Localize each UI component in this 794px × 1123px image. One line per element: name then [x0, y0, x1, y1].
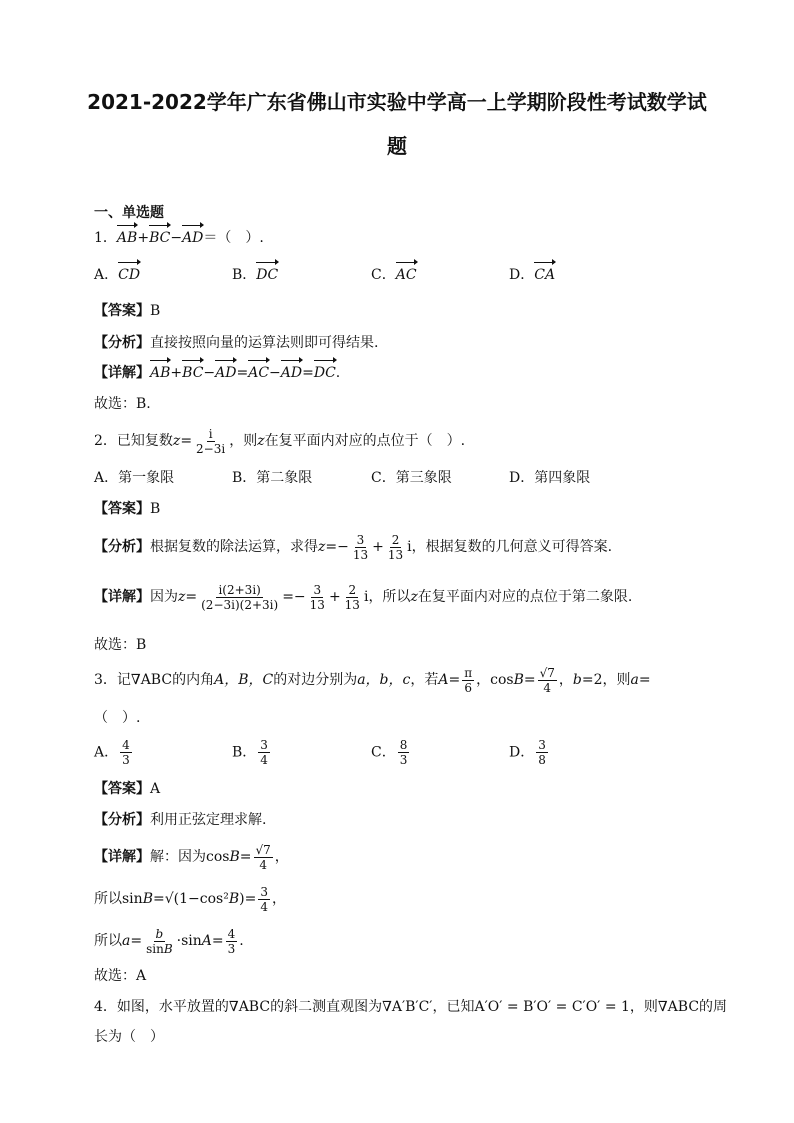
q1-option-c: C．AC	[371, 267, 417, 283]
q3-detail-1: 【详解】解：因为cosB= $\frac{√7}{4}$ ，	[94, 842, 289, 872]
q3-stem: 3．记∇ABC的内角A，B，C的对边分别为a，b，c，若A= $\frac{\pi}{6}$ ，cosB= $\frac{√7}{4}$ ，b=2，则a=	[94, 665, 651, 695]
q3-option-c: C． $\frac{8}{3}$	[371, 738, 408, 767]
q1-option-a: A．CD	[94, 267, 141, 283]
q3-option-b: B． $\frac{3}{4}$	[232, 738, 268, 767]
q4-stem-line-2: 长为（ ）	[94, 1029, 164, 1045]
q1-stem: 1．AB+BC−AD＝（ ）.	[94, 230, 264, 246]
q2-answer: 【答案】B	[94, 501, 161, 517]
q3-detail-2: 所以sinB=√(1−cos²B)= $\frac{3}{4}$ ，	[94, 884, 286, 914]
title-line-1: 2021-2022学年广东省佛山市实验中学高一上学期阶段性考试数学试	[87, 90, 707, 114]
q3-option-d: D． $\frac{3}{8}$	[509, 738, 546, 767]
q1-stem-tail: ＝（ ）.	[203, 230, 264, 246]
q3-detail-3: 所以a= $\frac{b}{\sin B}$ ·sinA= $\frac{4}{3}$ .	[94, 926, 244, 956]
q3-option-a: A． $\frac{4}{3}$	[94, 738, 130, 767]
q1-analysis: 【分析】直接按照向量的运算法则即可得结果.	[94, 335, 379, 351]
title-line-2: 题	[387, 134, 407, 158]
q2-option-b: B．第二象限	[232, 470, 313, 486]
q1-conclusion: 故选：B.	[94, 396, 151, 412]
q2-option-d: D．第四象限	[509, 470, 591, 486]
q2-analysis: 【分析】根据复数的除法运算，求得z=− $\frac{3}{13}$ + $\frac{2}{13}$ i，根据复数的几何意义可得答案.	[94, 532, 613, 562]
q1-option-d: D．CA	[509, 267, 556, 283]
q1-number: 1．	[94, 230, 117, 246]
q1-detail: 【详解】AB+BC−AD=AC−AD=DC.	[94, 365, 341, 381]
q1-option-b: B．DC	[232, 267, 279, 283]
section-heading: 一、单选题	[94, 205, 164, 221]
q2-conclusion: 故选：B	[94, 637, 147, 653]
vector-bc: BC	[149, 230, 171, 246]
q3-conclusion: 故选：A	[94, 968, 147, 984]
document-title	[60, 80, 734, 168]
vector-ad: AD	[182, 230, 204, 246]
q1-answer: 【答案】B	[94, 303, 161, 319]
q2-option-c: C．第三象限	[371, 470, 452, 486]
vector-ab: AB	[116, 230, 138, 246]
q2-detail: 【详解】因为z= $\frac{i(2+3i)}{(2-3i)(2+3i)}$ =− $\frac{3}{13}$ + $\frac{2}{13}$ i，所以z在复平面内对应的点位于第二象限.	[94, 582, 633, 612]
q3-stem-tail: （ ）.	[94, 710, 141, 726]
q2-stem: 2．已知复数z= $\frac{i}{2-3i}$ ，则z在复平面内对应的点位于（ ）.	[94, 426, 466, 456]
q3-analysis: 【分析】利用正弦定理求解.	[94, 812, 267, 828]
q3-answer: 【答案】A	[94, 781, 161, 797]
q4-stem-line-1: 4．如图，水平放置的∇ABC的斜二测直观图为∇A′B′C′，已知A′O′ = B′O′ = C′O′ = 1，则∇ABC的周	[94, 999, 728, 1015]
q2-option-a: A．第一象限	[94, 470, 175, 486]
fraction: $\frac{i}{2-3i}$	[196, 426, 226, 456]
